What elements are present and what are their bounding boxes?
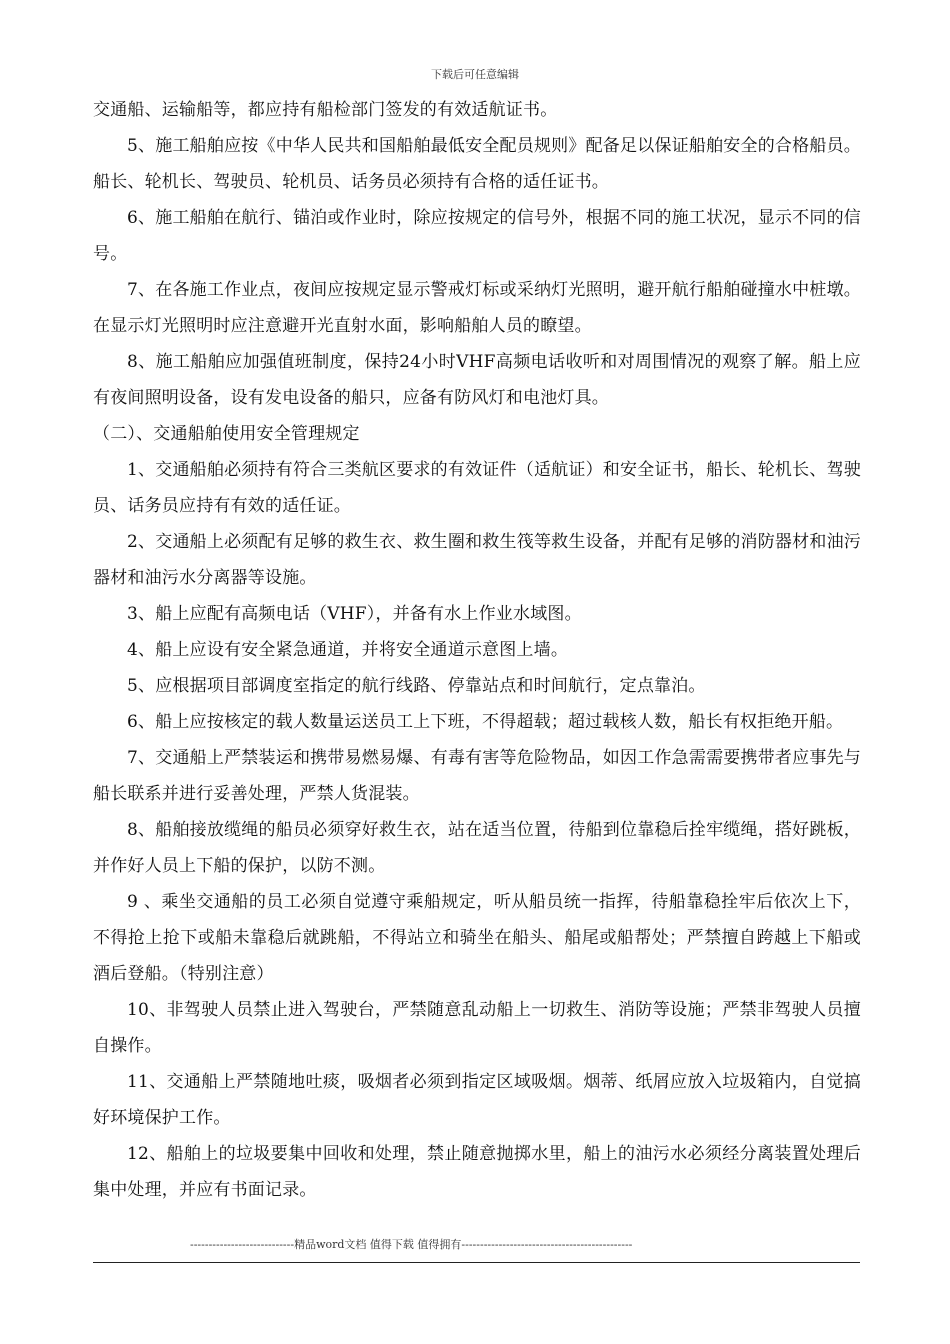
footer-divider <box>93 1262 860 1263</box>
paragraph: 11、交通船上严禁随地吐痰，吸烟者必须到指定区域吸烟。烟蒂、纸屑应放入垃圾箱内，自觉搞好环境保护工作。 <box>93 1072 861 1128</box>
page-header: 下载后可任意编辑 <box>431 68 519 81</box>
section-heading: （二）、交通船舶使用安全管理规定 <box>93 424 360 444</box>
document-body <box>93 92 861 1208</box>
paragraph: 9 、乘坐交通船的员工必须自觉遵守乘船规定，听从船员统一指挥，待船靠稳拴牢后依次上下，不得抢上抢下或船未靠稳后就跳船，不得站立和骑坐在船头、船尾或船帮处；严禁擅自跨越上下船或酒后登船。（特别注意） <box>93 892 861 984</box>
paragraph: 7、交通船上严禁装运和携带易燃易爆、有毒有害等危险物品，如因工作急需需要携带者应事先与船长联系并进行妥善处理，严禁人货混装。 <box>93 748 861 804</box>
paragraph: 6、施工船舶在航行、锚泊或作业时，除应按规定的信号外，根据不同的施工状况，显示不同的信号。 <box>93 208 861 264</box>
paragraph: 交通船、运输船等，都应持有船检部门签发的有效适航证书。 <box>93 100 558 120</box>
paragraph: 5、施工船舶应按《中华人民共和国船舶最低安全配员规则》配备足以保证船舶安全的合格船员。船长、轮机长、驾驶员、轮机员、话务员必须持有合格的适任证书。 <box>93 136 861 192</box>
paragraph: 12、船舶上的垃圾要集中回收和处理，禁止随意抛掷水里，船上的油污水必须经分离装置处理后集中处理，并应有书面记录。 <box>93 1144 861 1200</box>
page-footer: ----------------------------精品word文档 值得下载 值得拥有---------------------------------------------- <box>190 1238 633 1251</box>
paragraph: 8、施工船舶应加强值班制度，保持24小时VHF高频电话收听和对周围情况的观察了解。船上应有夜间照明设备，设有发电设备的船只，应备有防风灯和电池灯具。 <box>93 352 861 408</box>
paragraph: 10、非驾驶人员禁止进入驾驶台，严禁随意乱动船上一切救生、消防等设施；严禁非驾驶人员擅自操作。 <box>93 1000 861 1056</box>
paragraph: 1、交通船舶必须持有符合三类航区要求的有效证件（适航证）和安全证书，船长、轮机长、驾驶员、话务员应持有有效的适任证。 <box>93 460 861 516</box>
paragraph: 6、船上应按核定的载人数量运送员工上下班，不得超载；超过载核人数，船长有权拒绝开船。 <box>127 712 844 732</box>
paragraph: 7、在各施工作业点，夜间应按规定显示警戒灯标或采纳灯光照明，避开航行船舶碰撞水中桩墩。在显示灯光照明时应注意避开光直射水面，影响船舶人员的瞭望。 <box>93 280 861 336</box>
paragraph: 4、船上应设有安全紧急通道，并将安全通道示意图上墙。 <box>127 640 569 660</box>
paragraph: 8、船舶接放缆绳的船员必须穿好救生衣，站在适当位置，待船到位靠稳后拴牢缆绳，搭好跳板，并作好人员上下船的保护，以防不测。 <box>93 820 861 876</box>
paragraph: 2、交通船上必须配有足够的救生衣、救生圈和救生筏等救生设备，并配有足够的消防器材和油污器材和油污水分离器等设施。 <box>93 532 861 588</box>
paragraph: 5、应根据项目部调度室指定的航行线路、停靠站点和时间航行，定点靠泊。 <box>127 676 706 696</box>
paragraph: 3、船上应配有高频电话（VHF），并备有水上作业水域图。 <box>127 604 582 624</box>
